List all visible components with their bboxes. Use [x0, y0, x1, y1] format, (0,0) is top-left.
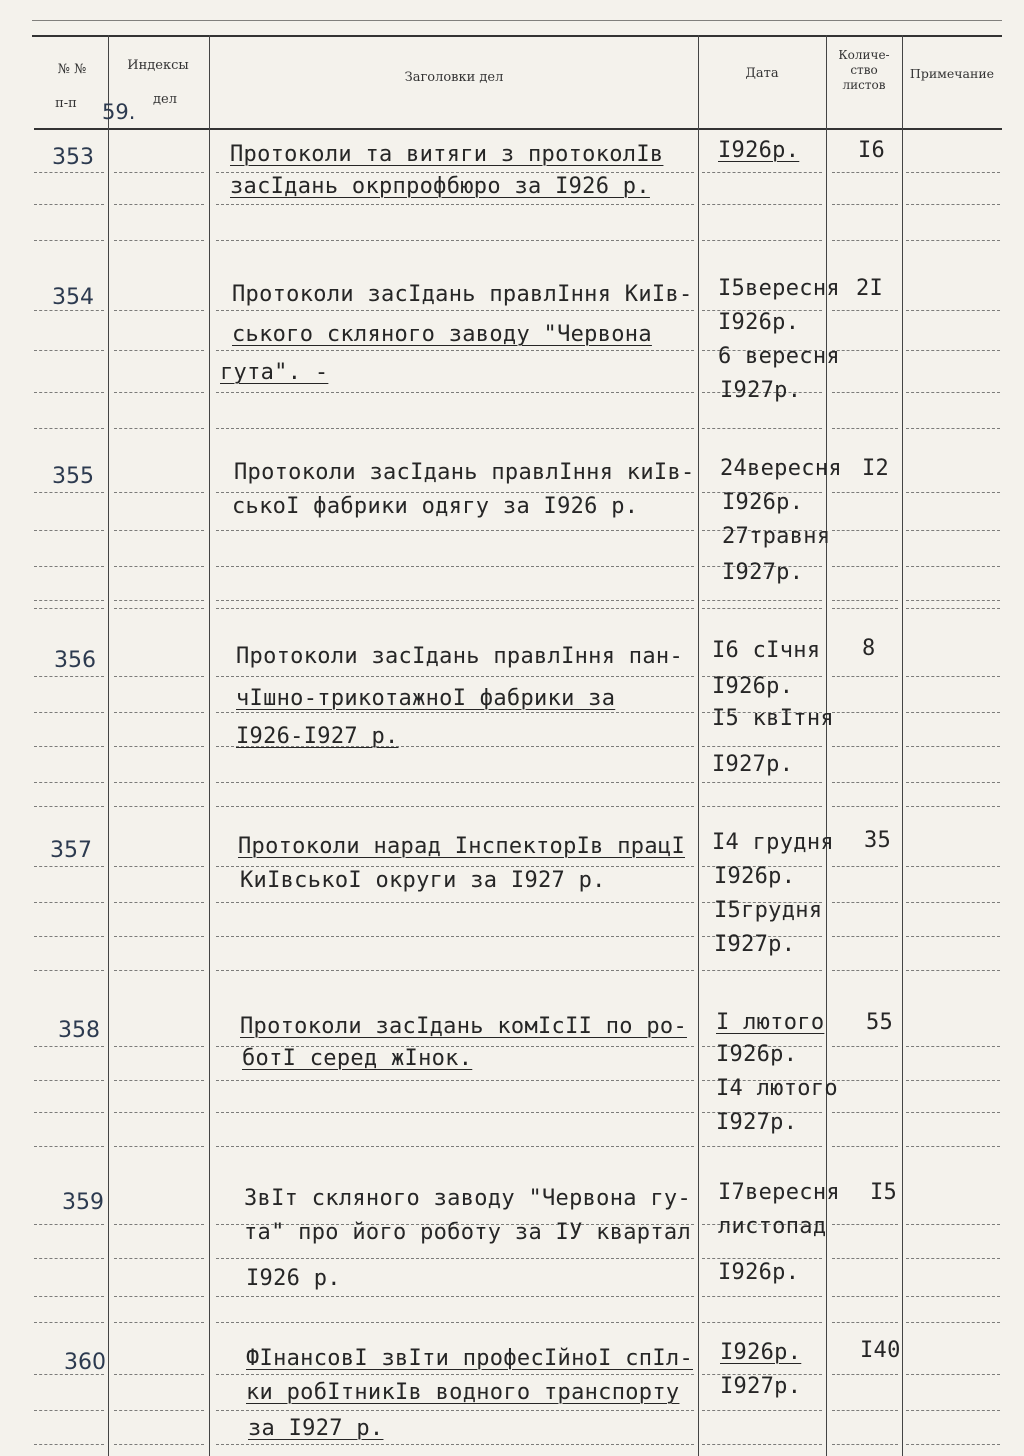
row-sheet-count: 8 — [862, 636, 876, 661]
guide-line — [114, 1410, 204, 1411]
guide-line — [114, 1046, 204, 1047]
guide-line — [216, 712, 694, 713]
row-number: 360 — [64, 1350, 106, 1375]
guide-line — [832, 350, 898, 351]
guide-line — [34, 1322, 104, 1323]
header-col-count: Количе- ство листов — [838, 48, 890, 92]
guide-line — [114, 428, 204, 429]
handwritten-index: 59. — [102, 100, 136, 124]
guide-line — [702, 1258, 822, 1259]
guide-line — [216, 566, 694, 567]
guide-line — [114, 492, 204, 493]
guide-line — [114, 310, 204, 311]
row-title-line: Протоколи та витяги з протоколІв — [230, 142, 664, 167]
guide-line — [832, 1296, 898, 1297]
row-title-line: КиІвськоІ округи за І927 р. — [240, 868, 606, 893]
guide-line — [114, 204, 204, 205]
guide-line — [34, 1258, 104, 1259]
guide-line — [832, 1146, 898, 1147]
guide-line — [832, 676, 898, 677]
guide-line — [34, 1112, 104, 1113]
row-title-line: гута". - — [220, 360, 329, 385]
col-divider-4 — [826, 35, 827, 1456]
header-col-no-sub: п-п — [55, 96, 77, 111]
guide-line — [702, 172, 822, 173]
row-date-line: 6 вересня — [718, 344, 840, 369]
guide-line — [832, 1112, 898, 1113]
row-date-line: І927р. — [716, 1110, 798, 1135]
guide-line — [34, 310, 104, 311]
row-title-line: Протоколи засІдань правлІння киІв- — [234, 460, 695, 485]
row-number: 354 — [52, 285, 94, 310]
row-date-line: І927р. — [712, 752, 794, 777]
row-title-line: ЗвІт скляного заводу "Червона гу- — [244, 1186, 691, 1211]
guide-line — [34, 1410, 104, 1411]
guide-line — [114, 600, 204, 601]
row-date-line: І926р. — [712, 674, 794, 699]
row-date-line: І927р. — [720, 378, 802, 403]
guide-line — [702, 608, 822, 609]
guide-line — [832, 428, 898, 429]
col-divider-1 — [108, 35, 109, 1456]
guide-line — [906, 392, 1000, 393]
guide-line — [906, 1224, 1000, 1225]
guide-line — [702, 970, 822, 971]
guide-line — [216, 1296, 694, 1297]
row-date-line: 27травня — [722, 524, 831, 549]
guide-line — [34, 1444, 104, 1445]
guide-line — [34, 392, 104, 393]
guide-line — [702, 782, 822, 783]
row-date-line: І5грудня — [714, 898, 823, 923]
guide-line — [34, 806, 104, 807]
guide-line — [216, 1112, 694, 1113]
header-top-rule — [32, 35, 1002, 37]
guide-line — [114, 1258, 204, 1259]
guide-line — [832, 1046, 898, 1047]
row-date-line: І5вересня — [718, 276, 840, 301]
row-title-line: за І927 р. — [248, 1416, 384, 1441]
guide-line — [114, 746, 204, 747]
row-date-line: І926р. — [718, 310, 800, 335]
guide-line — [34, 936, 104, 937]
guide-line — [34, 350, 104, 351]
guide-line — [216, 1374, 694, 1375]
guide-line — [702, 806, 822, 807]
guide-line — [114, 676, 204, 677]
guide-line — [114, 1080, 204, 1081]
guide-line — [702, 240, 822, 241]
guide-line — [216, 1410, 694, 1411]
guide-line — [702, 746, 822, 747]
guide-line — [34, 712, 104, 713]
guide-line — [114, 782, 204, 783]
row-number: 357 — [50, 838, 92, 863]
guide-line — [702, 1322, 822, 1323]
row-title-line: та" про його роботу за ІУ квартал — [244, 1220, 691, 1245]
guide-line — [832, 1410, 898, 1411]
guide-line — [906, 240, 1000, 241]
guide-line — [832, 782, 898, 783]
row-sheet-count: 35 — [864, 828, 892, 853]
guide-line — [114, 1444, 204, 1445]
guide-line — [34, 676, 104, 677]
guide-line — [216, 530, 694, 531]
guide-line — [114, 936, 204, 937]
guide-line — [702, 600, 822, 601]
row-number: 355 — [52, 464, 94, 489]
guide-line — [34, 746, 104, 747]
row-title-line: Протоколи засІдань правлІння пан- — [236, 644, 683, 669]
guide-line — [216, 310, 694, 311]
guide-line — [906, 676, 1000, 677]
guide-line — [832, 746, 898, 747]
row-title-line: Протоколи засІдань правлІння КиІв- — [232, 282, 693, 307]
row-title-line: І926 р. — [246, 1266, 341, 1291]
guide-line — [216, 1258, 694, 1259]
guide-line — [114, 806, 204, 807]
guide-line — [906, 806, 1000, 807]
header-col-title: Заголовки дел — [404, 70, 504, 85]
header-col-date: Дата — [745, 66, 779, 81]
guide-line — [832, 1258, 898, 1259]
row-title-line: ботІ серед жІнок. — [242, 1046, 473, 1071]
row-sheet-count: 55 — [866, 1010, 894, 1035]
page-top-edge — [32, 20, 1002, 21]
row-title-line: ки робІтникІв водного транспорту — [246, 1380, 680, 1405]
guide-line — [906, 1444, 1000, 1445]
guide-line — [702, 1410, 822, 1411]
row-date-line: І926р. — [718, 138, 800, 163]
guide-line — [906, 902, 1000, 903]
guide-line — [832, 530, 898, 531]
guide-line — [216, 1146, 694, 1147]
guide-line — [216, 676, 694, 677]
header-bottom-rule — [34, 128, 1002, 130]
row-title-line: Протоколи нарад ІнспекторІв працІ — [238, 834, 685, 859]
col-divider-3 — [698, 35, 699, 1456]
guide-line — [34, 172, 104, 173]
row-date-line: І6 сІчня — [712, 638, 821, 663]
guide-line — [906, 866, 1000, 867]
guide-line — [906, 530, 1000, 531]
guide-line — [114, 1374, 204, 1375]
guide-line — [906, 1258, 1000, 1259]
row-date-line: І927р. — [722, 560, 804, 585]
guide-line — [34, 608, 104, 609]
guide-line — [832, 600, 898, 601]
row-number: 359 — [62, 1190, 104, 1215]
guide-line — [114, 712, 204, 713]
guide-line — [34, 600, 104, 601]
guide-line — [34, 566, 104, 567]
row-date-line: І5 квІтня — [712, 706, 834, 731]
header-col-index: Индексы — [127, 58, 189, 73]
row-date-line: І926р. — [714, 864, 796, 889]
guide-line — [906, 492, 1000, 493]
guide-line — [906, 936, 1000, 937]
row-date-line: І927р. — [714, 932, 796, 957]
guide-line — [114, 866, 204, 867]
row-date-line: І4 лютого — [716, 1076, 838, 1101]
guide-line — [114, 970, 204, 971]
guide-line — [216, 1322, 694, 1323]
guide-line — [832, 806, 898, 807]
guide-line — [906, 608, 1000, 609]
guide-line — [216, 608, 694, 609]
guide-line — [906, 1080, 1000, 1081]
row-date-line: листопад — [718, 1214, 827, 1239]
guide-line — [906, 1046, 1000, 1047]
guide-line — [216, 902, 694, 903]
guide-line — [114, 608, 204, 609]
guide-line — [906, 1374, 1000, 1375]
header-col-index-sub: дел — [153, 92, 177, 107]
guide-line — [832, 936, 898, 937]
guide-line — [832, 1224, 898, 1225]
header-col-note: Примечание — [909, 66, 995, 81]
guide-line — [906, 746, 1000, 747]
row-date-line: І926р. — [718, 1260, 800, 1285]
guide-line — [832, 492, 898, 493]
row-date-line: І7вересня — [718, 1180, 840, 1205]
guide-line — [906, 600, 1000, 601]
guide-line — [34, 1080, 104, 1081]
row-title-line: чІшно-трикотажноІ фабрики за — [236, 686, 616, 711]
guide-line — [114, 902, 204, 903]
guide-line — [114, 1146, 204, 1147]
row-date-line: І4 грудня — [712, 830, 834, 855]
guide-line — [216, 350, 694, 351]
guide-line — [216, 600, 694, 601]
row-number: 353 — [52, 145, 94, 170]
guide-line — [832, 1374, 898, 1375]
row-sheet-count: І2 — [862, 456, 890, 481]
row-title-line: Протоколи засІдань комІсІІ по ро- — [240, 1014, 687, 1039]
row-date-line: І927р. — [720, 1374, 802, 1399]
guide-line — [906, 782, 1000, 783]
row-sheet-count: І40 — [860, 1338, 901, 1363]
guide-line — [702, 428, 822, 429]
header-col-no: № № — [57, 62, 87, 77]
guide-line — [34, 1224, 104, 1225]
guide-line — [34, 1146, 104, 1147]
guide-line — [114, 566, 204, 567]
guide-line — [832, 240, 898, 241]
row-number: 356 — [54, 648, 96, 673]
guide-line — [216, 392, 694, 393]
guide-line — [34, 492, 104, 493]
guide-line — [906, 566, 1000, 567]
guide-line — [906, 970, 1000, 971]
guide-line — [832, 902, 898, 903]
row-date-line: І926р. — [722, 490, 804, 515]
guide-line — [832, 866, 898, 867]
guide-line — [216, 936, 694, 937]
guide-line — [906, 712, 1000, 713]
row-date-line: І926р. — [716, 1042, 798, 1067]
guide-line — [832, 1080, 898, 1081]
guide-line — [832, 204, 898, 205]
guide-line — [832, 392, 898, 393]
row-date-line: І926р. — [720, 1340, 802, 1365]
guide-line — [34, 428, 104, 429]
guide-line — [832, 1322, 898, 1323]
row-title-line: ськоІ фабрики одягу за І926 р. — [232, 494, 639, 519]
guide-line — [34, 902, 104, 903]
row-number: 358 — [58, 1018, 100, 1043]
row-title-line: ського скляного заводу "Червона — [232, 322, 652, 347]
guide-line — [906, 1112, 1000, 1113]
guide-line — [832, 1444, 898, 1445]
guide-line — [114, 392, 204, 393]
guide-line — [34, 240, 104, 241]
guide-line — [906, 1322, 1000, 1323]
guide-line — [34, 1296, 104, 1297]
guide-line — [114, 172, 204, 173]
guide-line — [832, 566, 898, 567]
guide-line — [832, 608, 898, 609]
guide-line — [216, 428, 694, 429]
guide-line — [114, 1112, 204, 1113]
guide-line — [216, 806, 694, 807]
guide-line — [702, 204, 822, 205]
guide-line — [34, 782, 104, 783]
guide-line — [114, 1322, 204, 1323]
guide-line — [906, 204, 1000, 205]
row-title-line: засІдань окрпрофбюро за І926 р. — [230, 174, 650, 199]
guide-line — [114, 240, 204, 241]
row-sheet-count: І5 — [870, 1180, 898, 1205]
guide-line — [34, 866, 104, 867]
guide-line — [34, 530, 104, 531]
guide-line — [216, 492, 694, 493]
guide-line — [216, 970, 694, 971]
guide-line — [832, 172, 898, 173]
guide-line — [216, 1080, 694, 1081]
guide-line — [702, 1296, 822, 1297]
row-title-line: ФІнансовІ звІти професІйноІ спІл- — [246, 1346, 693, 1371]
guide-line — [832, 970, 898, 971]
row-date-line: І лютого — [716, 1010, 825, 1035]
guide-line — [906, 350, 1000, 351]
guide-line — [34, 1046, 104, 1047]
guide-line — [702, 1146, 822, 1147]
guide-line — [216, 1444, 694, 1445]
guide-line — [114, 1296, 204, 1297]
guide-line — [702, 1444, 822, 1445]
guide-line — [34, 970, 104, 971]
guide-line — [216, 240, 694, 241]
guide-line — [216, 782, 694, 783]
guide-line — [906, 310, 1000, 311]
guide-line — [114, 1224, 204, 1225]
row-title-line: І926-І927 р. — [236, 724, 399, 749]
row-date-line: 24вересня — [720, 456, 842, 481]
guide-line — [906, 1410, 1000, 1411]
guide-line — [906, 172, 1000, 173]
guide-line — [906, 1146, 1000, 1147]
guide-line — [906, 1296, 1000, 1297]
row-sheet-count: І6 — [858, 138, 886, 163]
guide-line — [216, 866, 694, 867]
guide-line — [34, 204, 104, 205]
row-sheet-count: 2І — [856, 276, 884, 301]
guide-line — [832, 712, 898, 713]
col-divider-2 — [209, 35, 210, 1456]
guide-line — [114, 350, 204, 351]
col-divider-5 — [902, 35, 903, 1456]
guide-line — [216, 172, 694, 173]
guide-line — [114, 530, 204, 531]
guide-line — [216, 204, 694, 205]
guide-line — [832, 310, 898, 311]
guide-line — [906, 428, 1000, 429]
